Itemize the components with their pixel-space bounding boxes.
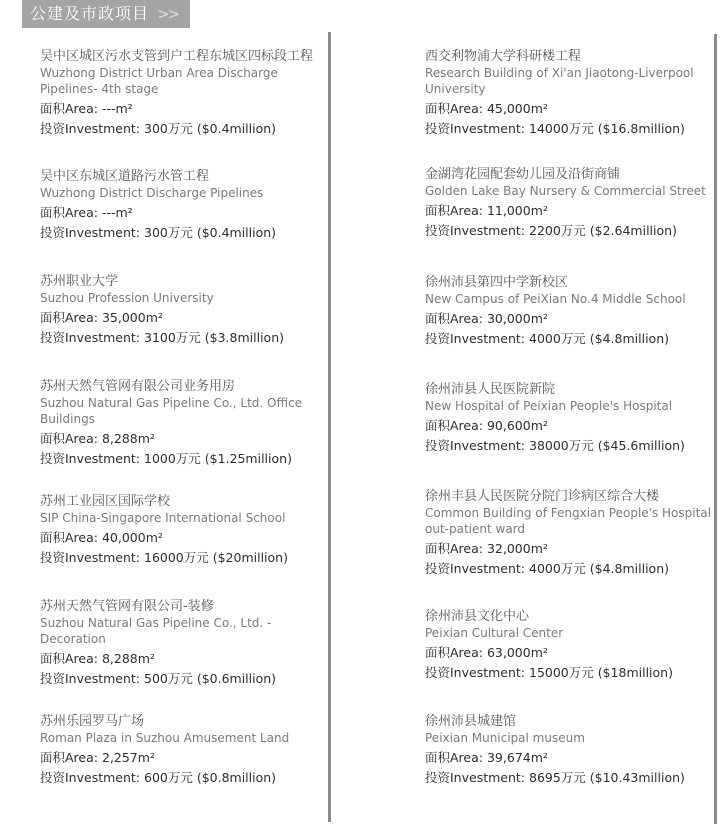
project-area: 面积Area: 11,000m² (425, 203, 548, 218)
project-name-zh: 苏州乐园罗马广场 (40, 714, 145, 729)
project-investment: 投资Investment: 14000万元 ($16.8million) (425, 121, 685, 136)
project-item (40, 598, 326, 689)
project-area: 面积Area: 30,000m² (425, 311, 548, 326)
project-investment: 投资Investment: 600万元 ($0.8million) (40, 770, 277, 785)
project-investment: 投资Investment: 38000万元 ($45.6million) (425, 438, 685, 453)
project-item (40, 378, 326, 469)
left-column-divider (328, 32, 331, 822)
project-area: 面积Area: ---m² (40, 205, 133, 220)
project-area: 面积Area: 40,000m² (40, 530, 163, 545)
project-name-zh: 徐州沛县第四中学新校区 (425, 275, 569, 290)
project-name-zh: 苏州工业园区国际学校 (40, 494, 171, 509)
project-item (40, 273, 284, 348)
project-name-zh: 徐州沛县文化中心 (425, 609, 530, 624)
project-area: 面积Area: 8,288m² (40, 431, 155, 446)
right-column-divider (714, 34, 717, 824)
project-area: 面积Area: 35,000m² (40, 310, 163, 325)
project-area: 面积Area: 45,000m² (425, 101, 548, 116)
project-name-zh: 吴中区城区污水支管到户工程东城区四标段工程 (40, 49, 314, 64)
project-item (40, 493, 288, 568)
project-name-en: Wuzhong District Urban Area Discharge Pipelines- 4th stage (40, 66, 278, 96)
project-investment: 投资Investment: 4000万元 ($4.8million) (425, 331, 669, 346)
project-item (425, 48, 712, 139)
project-investment: 投资Investment: 1000万元 ($1.25million) (40, 451, 292, 466)
project-investment: 投资Investment: 300万元 ($0.4million) (40, 121, 277, 136)
project-investment: 投资Investment: 8695万元 ($10.43million) (425, 770, 685, 785)
section-header (22, 0, 190, 28)
project-investment: 投资Investment: 15000万元 ($18million) (425, 665, 673, 680)
project-name-zh: 苏州天然气管网有限公司-装修 (40, 599, 214, 614)
project-area: 面积Area: 2,257m² (40, 750, 155, 765)
project-investment: 投资Investment: 500万元 ($0.6million) (40, 671, 277, 686)
project-item (40, 48, 326, 139)
project-name-en: SIP China-Singapore International School (40, 511, 286, 525)
project-area: 面积Area: 90,600m² (425, 418, 548, 433)
project-item (425, 166, 706, 241)
project-investment: 投资Investment: 3100万元 ($3.8million) (40, 330, 284, 345)
project-name-en: New Hospital of Peixian People's Hospital (425, 399, 673, 413)
project-area: 面积Area: 8,288m² (40, 651, 155, 666)
project-item (425, 488, 712, 579)
project-item (425, 608, 673, 683)
chevron-right-icon: >> (157, 5, 179, 23)
project-name-zh: 徐州丰县人民医院分院门诊病区综合大楼 (425, 489, 660, 504)
project-investment: 投资Investment: 300万元 ($0.4million) (40, 225, 277, 240)
project-name-en: Research Building of Xi'an Jiaotong-Liverpool University (425, 66, 694, 96)
project-name-en: Peixian Cultural Center (425, 626, 564, 640)
project-name-zh: 金湖湾花园配套幼儿园及沿街商铺 (425, 167, 621, 182)
project-name-zh: 苏州职业大学 (40, 274, 119, 289)
project-item (425, 713, 685, 788)
project-item (425, 381, 685, 456)
project-investment: 投资Investment: 4000万元 ($4.8million) (425, 561, 669, 576)
project-name-en: New Campus of PeiXian No.4 Middle School (425, 292, 686, 306)
project-name-en: Common Building of Fengxian People's Hospital out-patient ward (425, 506, 711, 536)
project-name-en: Peixian Municipal museum (425, 731, 585, 745)
project-item (425, 274, 686, 349)
project-area: 面积Area: ---m² (40, 101, 133, 116)
project-name-en: Suzhou Profession University (40, 291, 214, 305)
project-name-zh: 徐州沛县城建馆 (425, 714, 517, 729)
project-name-zh: 苏州天然气管网有限公司业务用房 (40, 379, 236, 394)
project-item (40, 713, 289, 788)
project-item (40, 168, 276, 243)
section-title: 公建及市政项目 (30, 4, 150, 23)
project-investment: 投资Investment: 16000万元 ($20million) (40, 550, 288, 565)
project-area: 面积Area: 39,674m² (425, 750, 548, 765)
project-name-en: Wuzhong District Discharge Pipelines (40, 186, 264, 200)
project-name-zh: 徐州沛县人民医院新院 (425, 382, 556, 397)
project-area: 面积Area: 32,000m² (425, 541, 548, 556)
project-investment: 投资Investment: 2200万元 ($2.64million) (425, 223, 677, 238)
project-name-zh: 西交利物浦大学科研楼工程 (425, 49, 582, 64)
project-name-en: Suzhou Natural Gas Pipeline Co., Ltd. Office Buildings (40, 396, 303, 426)
project-name-en: Roman Plaza in Suzhou Amusement Land (40, 731, 290, 745)
project-area: 面积Area: 63,000m² (425, 645, 548, 660)
project-name-en: Suzhou Natural Gas Pipeline Co., Ltd. - Decoration (40, 616, 272, 646)
project-name-zh: 吴中区东城区道路污水管工程 (40, 169, 210, 184)
project-name-en: Golden Lake Bay Nursery & Commercial Street (425, 184, 706, 198)
